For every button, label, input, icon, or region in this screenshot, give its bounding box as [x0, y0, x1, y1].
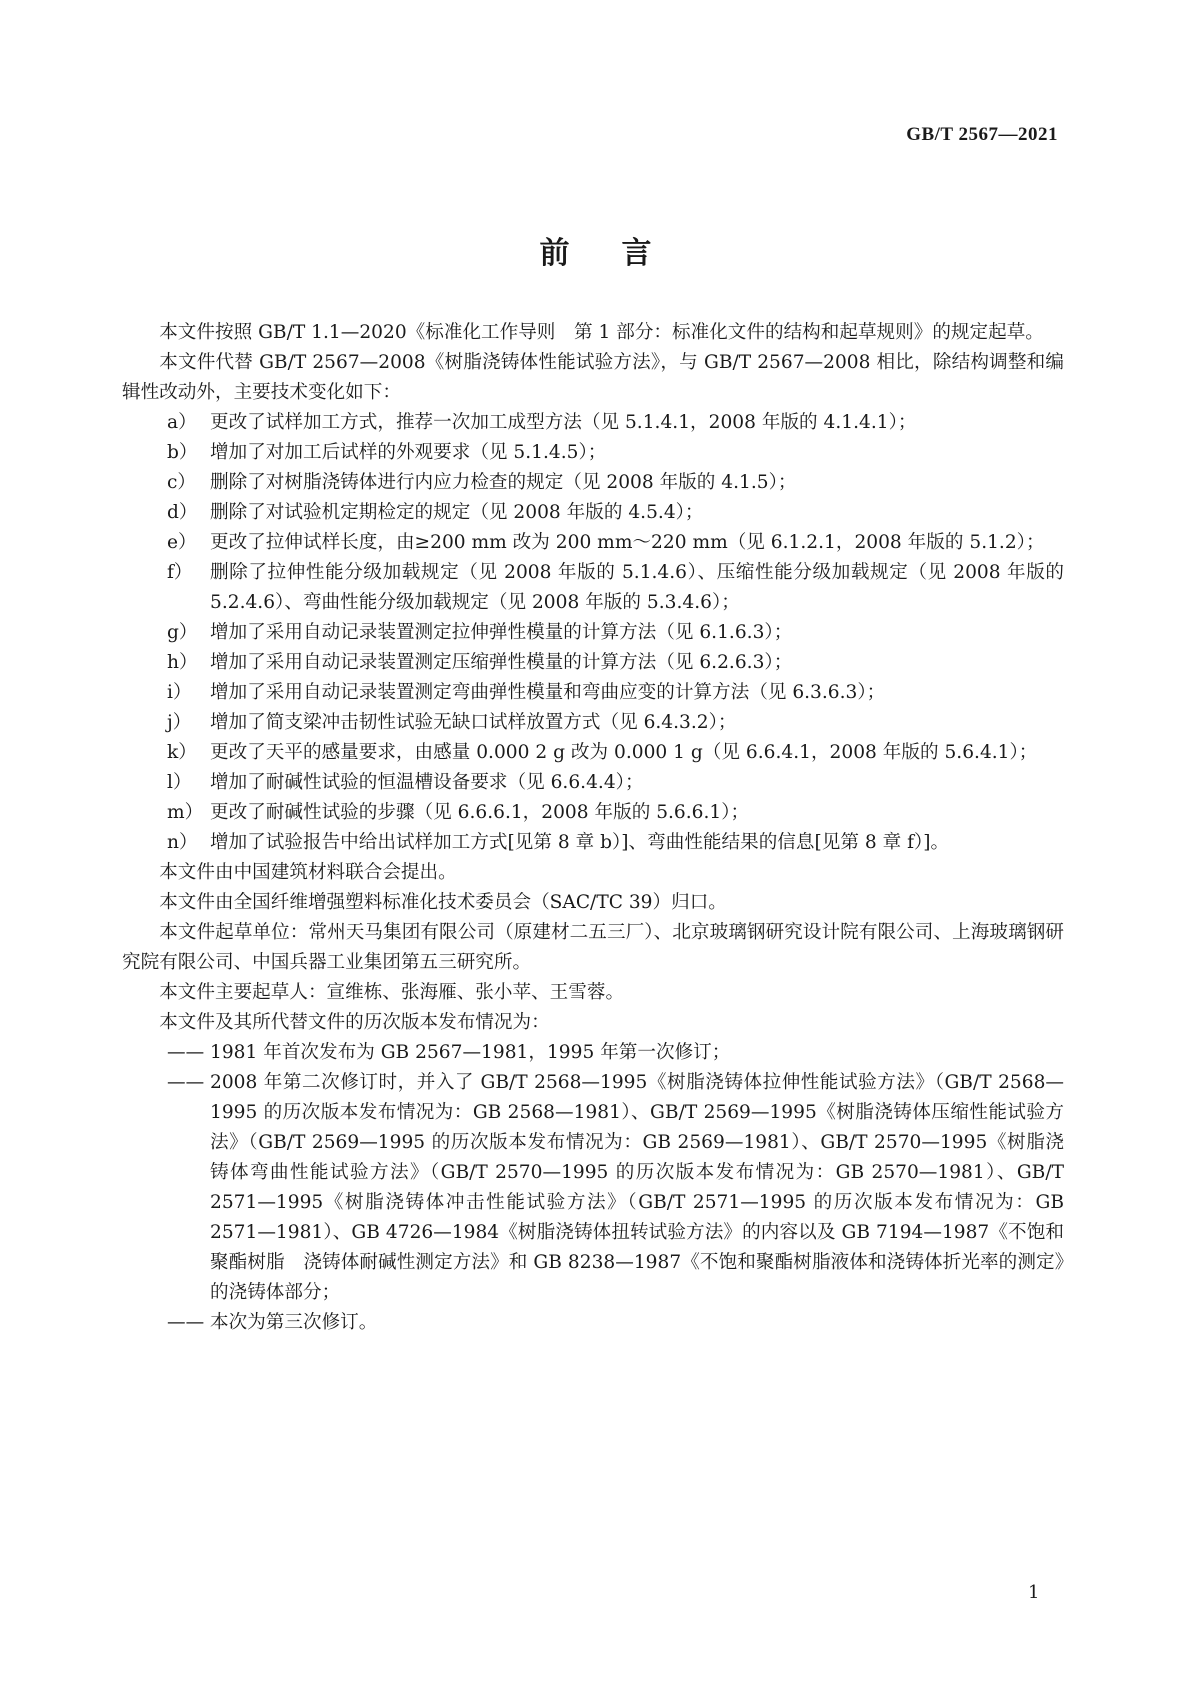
list-item-text: 更改了拉伸试样长度，由≥200 mm 改为 200 mm～220 mm（见 6.1.2.1，2008 年版的 5.1.2）； — [210, 532, 1045, 553]
list-item — [122, 678, 1064, 708]
list-item-label: n） — [167, 832, 198, 853]
list-item — [122, 1038, 1064, 1068]
list-item-text: 增加了采用自动记录装置测定弯曲弹性模量和弯曲应变的计算方法（见 6.3.6.3）； — [210, 682, 886, 703]
list-item-text: 2008 年第二次修订时，并入了 GB/T 2568—1995《树脂浇铸体拉伸性能试验方法》（GB/T 2568—1995 的历次版本发布情况为：GB 2568—1981）、GB/T 2569—1995《树脂浇铸体压缩性能试验方法》（GB/T 2569—1995 的历次版本发布情况为：GB 2569—1981）、GB/T 2570—1995《树脂浇铸体弯曲性能试验方法》（GB/T 2570—1995 的历次版本发布情况为：GB 2570—1981）、GB/T 2571—1995《树脂浇铸体冲击性能试验方法》（GB/T 2571—1995 的历次版本发布情况为：GB 2571—1981）、GB 4726—1984《树脂浇铸体扭转试验方法》的内容以及 GB 7194—1987《不饱和聚酯树脂 浇铸体耐碱性测定方法》和 GB 8238—1987《不饱和聚酯树脂液体和浇铸体折光率的测定》的浇铸体部分； — [210, 1072, 1064, 1303]
list-item — [122, 1068, 1064, 1308]
list-item — [122, 648, 1064, 678]
standard-number: GB/T 2567—2021 — [906, 124, 1058, 145]
list-item — [122, 798, 1064, 828]
paragraph-drafters: 本文件主要起草人：宣维栋、张海雁、张小苹、王雪蓉。 — [159, 982, 625, 1003]
list-item-text: 更改了天平的感量要求，由感量 0.000 2 g 改为 0.000 1 g（见 6.6.4.1，2008 年版的 5.6.4.1）； — [210, 742, 1038, 763]
paragraph-history-intro: 本文件及其所代替文件的历次版本发布情况为： — [159, 1012, 550, 1033]
list-item — [122, 558, 1064, 618]
list-item-text: 增加了简支梁冲击韧性试验无缺口试样放置方式（见 6.4.3.2）； — [210, 712, 737, 733]
list-item — [122, 408, 1064, 438]
list-item-text: 删除了对试验机定期检定的规定（见 2008 年版的 4.5.4）； — [210, 502, 704, 523]
page-title: 前言 — [539, 236, 704, 271]
list-item — [122, 528, 1064, 558]
list-item-label: i） — [167, 682, 192, 703]
list-item-text: 增加了采用自动记录装置测定拉伸弹性模量的计算方法（见 6.1.6.3）； — [210, 622, 793, 643]
list-item-label: a） — [167, 412, 197, 433]
list-item — [122, 738, 1064, 768]
paragraph-drafting-units: 本文件起草单位：常州天马集团有限公司（原建材二五三厂）、北京玻璃钢研究设计院有限公司、上海玻璃钢研究院有限公司、中国兵器工业集团第五三研究所。 — [122, 922, 1064, 973]
list-item-label: k） — [167, 742, 197, 763]
paragraph-committee: 本文件由全国纤维增强塑料标准化技术委员会（SAC/TC 39）归口。 — [159, 892, 727, 913]
list-item-text: 删除了拉伸性能分级加载规定（见 2008 年版的 5.1.4.6）、压缩性能分级加载规定（见 2008 年版的 5.2.4.6）、弯曲性能分级加载规定（见 2008 年版的 5.3.4.6）； — [210, 562, 1064, 613]
list-item — [122, 768, 1064, 798]
list-item — [122, 438, 1064, 468]
list-item-label: j） — [167, 712, 192, 733]
list-item-label: l） — [167, 772, 192, 793]
paragraph-replacement: 本文件代替 GB/T 2567—2008《树脂浇铸体性能试验方法》，与 GB/T 2567—2008 相比，除结构调整和编辑性改动外，主要技术变化如下： — [122, 352, 1064, 403]
list-item-label: e） — [167, 532, 197, 553]
list-item — [122, 498, 1064, 528]
list-item-label: f） — [167, 562, 193, 583]
paragraph-drafting-basis: 本文件按照 GB/T 1.1—2020《标准化工作导则 第 1 部分：标准化文件的结构和起草规则》的规定起草。 — [159, 322, 1044, 343]
list-item — [122, 468, 1064, 498]
list-item-label: g） — [167, 622, 198, 643]
history-list — [122, 1038, 1064, 1338]
list-item-text: 增加了试验报告中给出试样加工方式[见第 8 章 b）]、弯曲性能结果的信息[见第 8 章 f）]。 — [210, 832, 950, 853]
list-item-text: 增加了对加工后试样的外观要求（见 5.1.4.5）； — [210, 442, 607, 463]
list-item — [122, 828, 1064, 858]
list-item-text: 更改了试样加工方式，推荐一次加工成型方法（见 5.1.4.1，2008 年版的 4.1.4.1）； — [210, 412, 917, 433]
page-number: 1 — [1028, 1582, 1040, 1603]
paragraph-proposer: 本文件由中国建筑材料联合会提出。 — [159, 862, 457, 883]
list-item — [122, 1308, 1064, 1338]
list-item-label: c） — [167, 472, 197, 493]
list-item-text: 增加了采用自动记录装置测定压缩弹性模量的计算方法（见 6.2.6.3）； — [210, 652, 793, 673]
list-item-label: h） — [167, 652, 198, 673]
list-item-text: 本次为第三次修订。 — [210, 1312, 378, 1333]
list-item-text: 1981 年首次发布为 GB 2567—1981，1995 年第一次修订； — [210, 1042, 731, 1063]
list-item-label: b） — [167, 442, 198, 463]
list-item-marker: —— — [167, 1312, 205, 1333]
list-item — [122, 618, 1064, 648]
list-item-marker: —— — [167, 1072, 205, 1093]
list-item-text: 删除了对树脂浇铸体进行内应力检查的规定（见 2008 年版的 4.1.5）； — [210, 472, 797, 493]
list-item-label: m） — [167, 802, 204, 823]
changes-list — [122, 408, 1064, 858]
list-item-text: 增加了耐碱性试验的恒温槽设备要求（见 6.6.4.4）； — [210, 772, 644, 793]
list-item-text: 更改了耐碱性试验的步骤（见 6.6.6.1，2008 年版的 5.6.6.1）； — [210, 802, 750, 823]
document-body — [122, 318, 1064, 1338]
list-item-label: d） — [167, 502, 198, 523]
list-item — [122, 708, 1064, 738]
list-item-marker: —— — [167, 1042, 205, 1063]
